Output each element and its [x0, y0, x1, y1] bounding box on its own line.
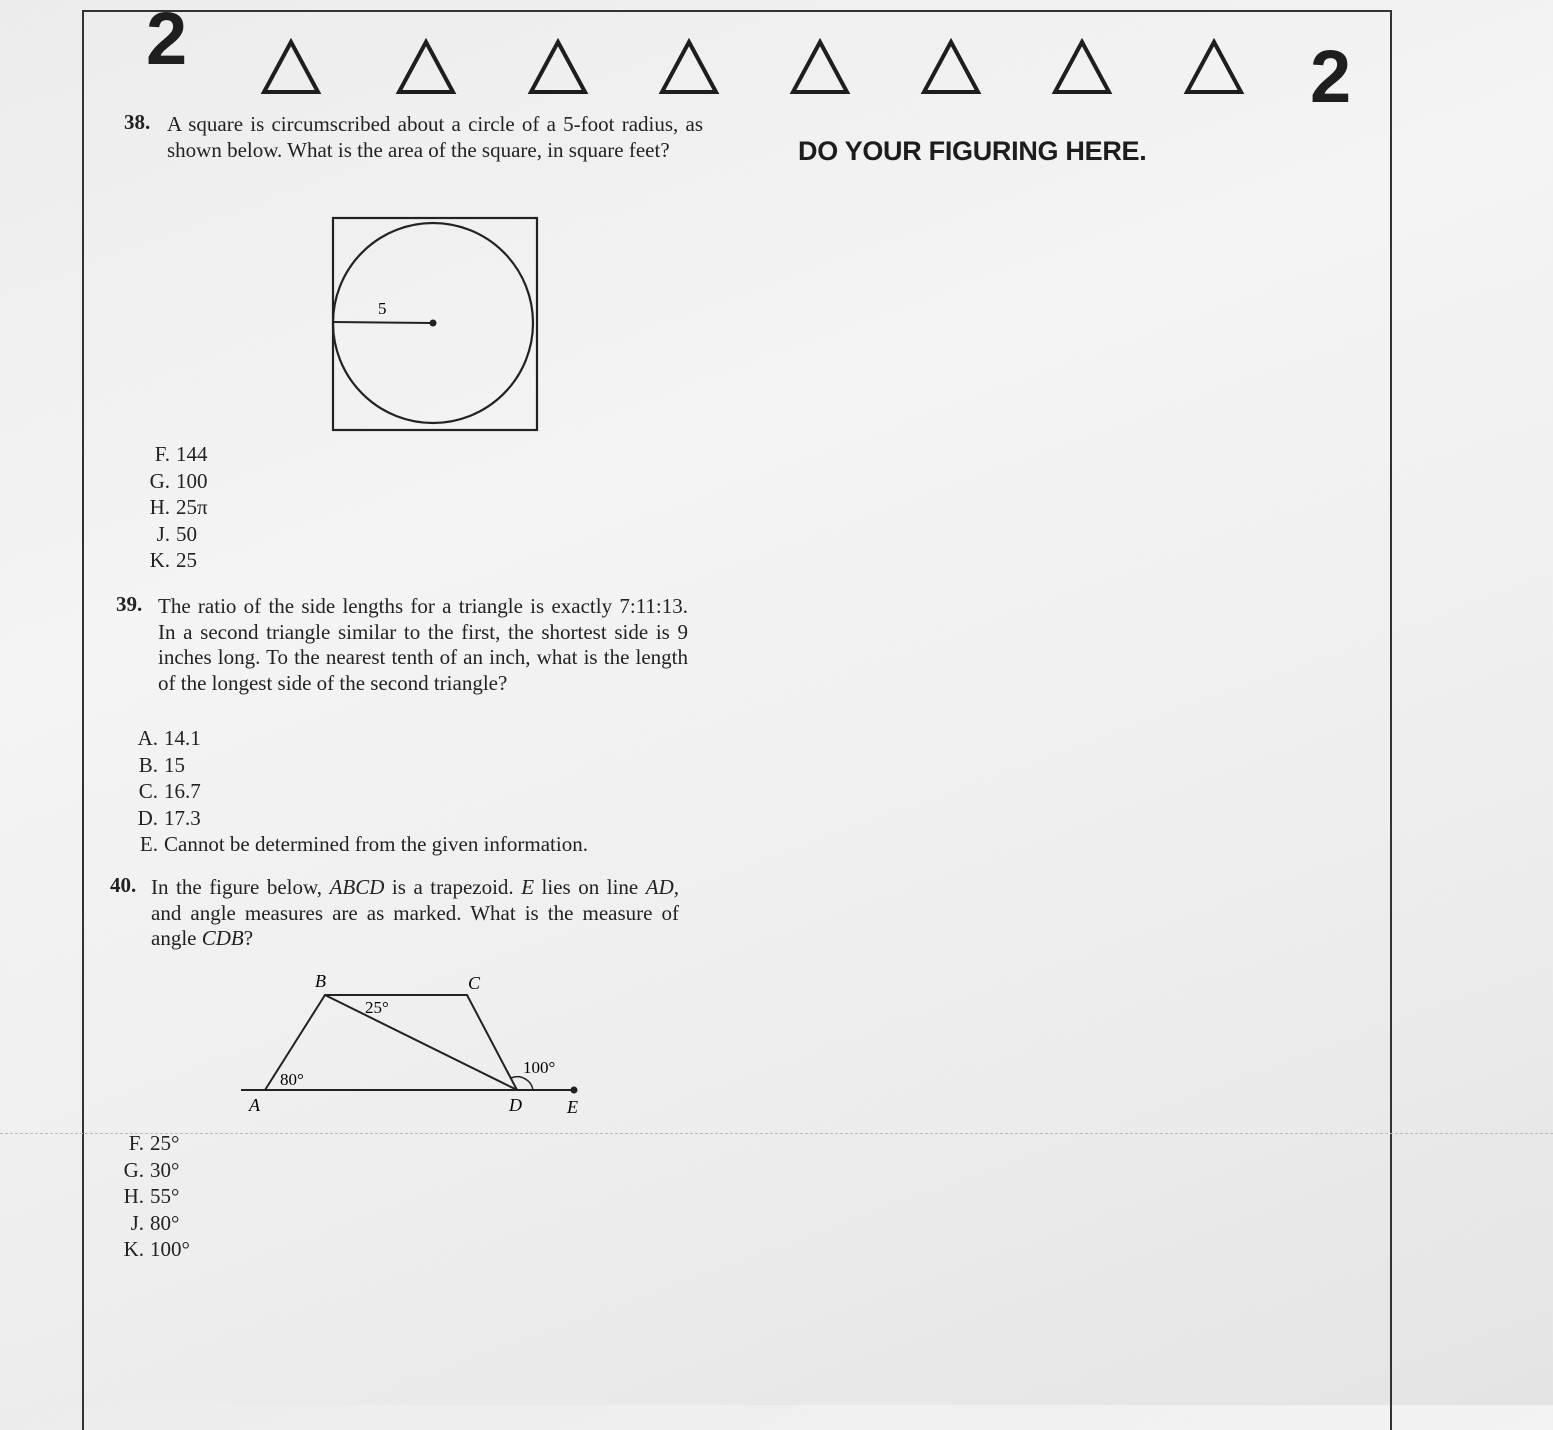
square-circle-figure — [325, 212, 545, 436]
point-e — [571, 1087, 578, 1094]
page-number-left: 2 — [146, 0, 188, 80]
vertex-label-e: E — [567, 1097, 578, 1117]
triangle-icon — [527, 38, 589, 96]
vertex-label-c: C — [468, 973, 481, 993]
page-number-right: 2 — [1310, 35, 1352, 118]
trapezoid-figure — [235, 965, 595, 1120]
answer-choice[interactable]: K. 25 — [149, 548, 197, 572]
triangle-icon — [260, 38, 322, 96]
answer-choice[interactable]: A. 14.1 — [137, 726, 201, 750]
answer-choice[interactable]: G. 30° — [123, 1157, 180, 1182]
answer-choice[interactable]: D. 17.3 — [137, 805, 201, 830]
vertex-label-d: D — [509, 1095, 522, 1115]
answer-choice[interactable]: H. 25π — [149, 495, 208, 519]
angle-a-label: 80° — [280, 1070, 304, 1089]
triangle-icon — [1051, 38, 1113, 96]
answer-choice[interactable]: C. 16.7 — [138, 779, 201, 803]
center-point — [430, 320, 437, 327]
answer-choice[interactable]: H. 55° — [123, 1184, 180, 1208]
vertex-label-b: B — [315, 971, 326, 991]
answer-choice[interactable]: F. 144 — [154, 442, 208, 466]
question-40-number: 40. — [110, 873, 137, 897]
answer-choice[interactable]: B. 15 — [138, 752, 185, 777]
triangle-icon — [920, 38, 982, 96]
question-39-choices — [124, 725, 588, 858]
question-38-choices — [136, 441, 208, 574]
radius-label: 5 — [378, 299, 387, 318]
scratch-area-label: DO YOUR FIGURING HERE. — [798, 136, 1147, 166]
fold-line — [0, 1133, 1553, 1134]
diagonal-bd — [325, 995, 517, 1090]
angle-b-label: 25° — [365, 998, 389, 1017]
vertex-label-a: A — [249, 1095, 260, 1115]
question-40-text: In the figure below, ABCD is a trapezoid. E lies on line AD, and angle measures are as marked. What is the measure of angle CDB? — [151, 875, 679, 950]
answer-choice[interactable]: G. 100 — [149, 468, 208, 493]
answer-choice[interactable]: K. 100° — [123, 1237, 190, 1261]
triangle-icon — [658, 38, 720, 96]
page-border — [82, 10, 1392, 1430]
answer-choice[interactable]: E. Cannot be determined from the given information. — [139, 832, 588, 856]
answer-choice[interactable]: F. 25° — [128, 1131, 180, 1155]
triangle-icon — [395, 38, 457, 96]
question-38-text: A square is circumscribed about a circle of a 5-foot radius, as shown below. What is the area of the square, in square feet? — [167, 112, 703, 162]
angle-d-label: 100° — [523, 1058, 556, 1077]
triangle-icon — [789, 38, 851, 96]
answer-choice[interactable]: J. 80° — [130, 1210, 180, 1235]
answer-choice[interactable]: J. 50 — [156, 521, 197, 546]
radius-line — [334, 322, 433, 323]
question-40-choices — [110, 1130, 190, 1263]
triangle-icon — [1183, 38, 1245, 96]
question-39-text: The ratio of the side lengths for a triangle is exactly 7:11:13. In a second triangle similar to the first, the shortest side is 9 inches long. To the nearest tenth of an inch, what is the length of the longest side of the second triangle? — [158, 594, 688, 695]
question-39-number: 39. — [116, 592, 143, 616]
question-38-number: 38. — [124, 110, 151, 134]
